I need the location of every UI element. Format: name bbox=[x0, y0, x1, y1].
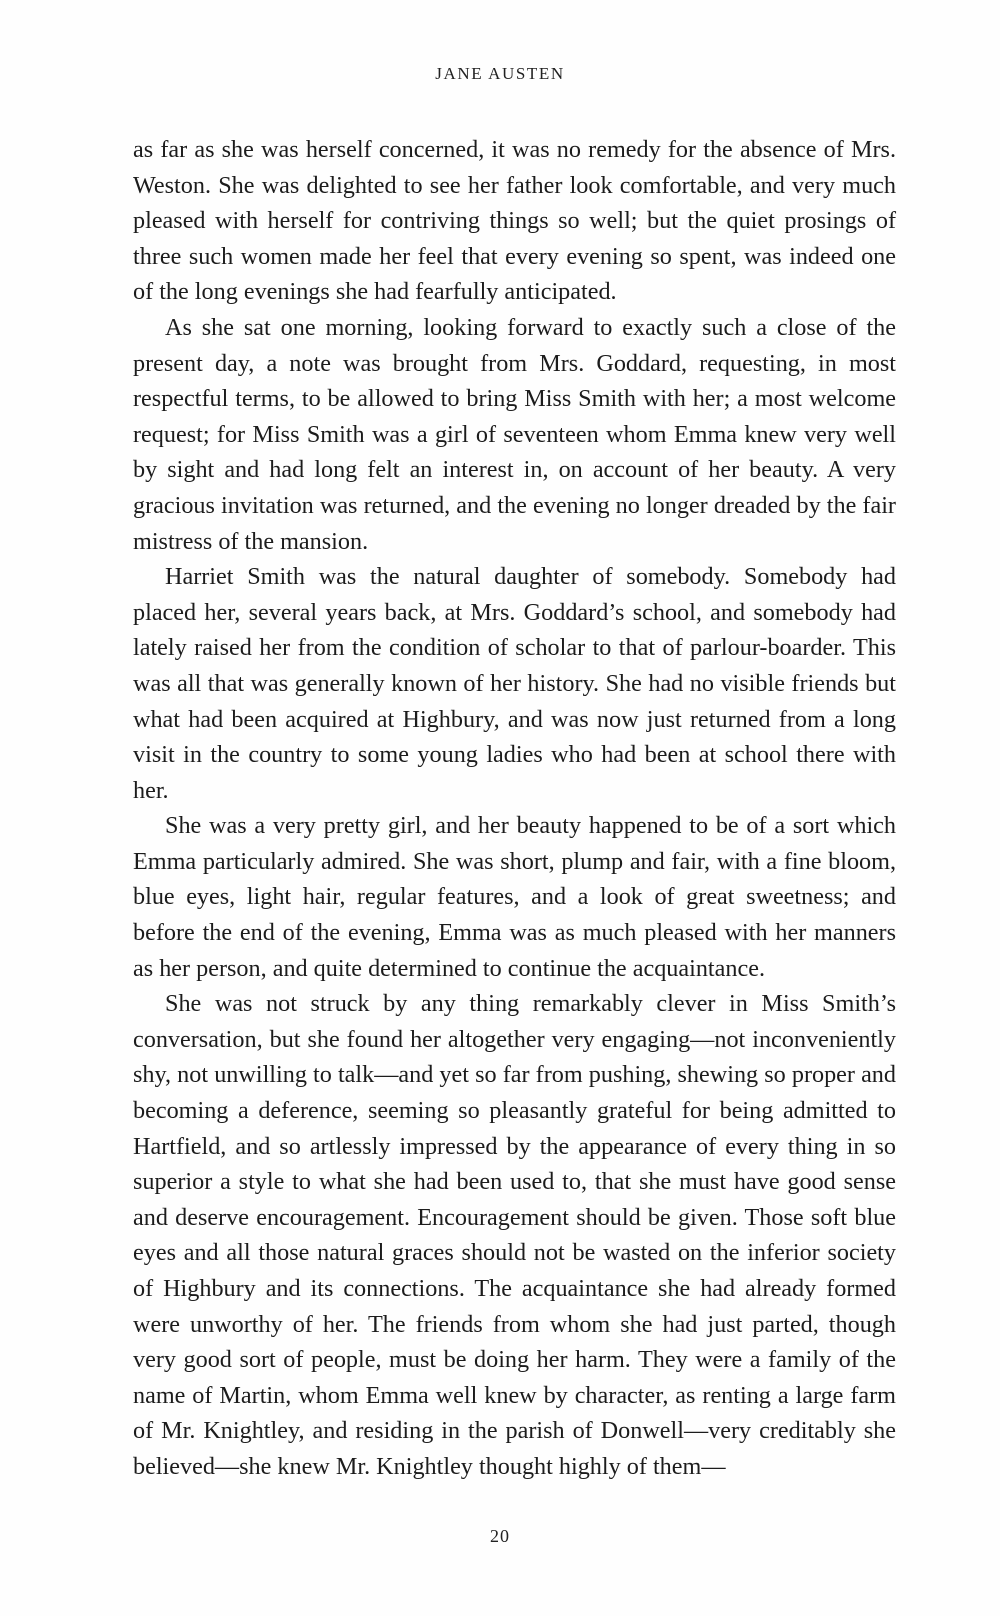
paragraph-5: She was not struck by any thing remarkably clever in Miss Smith’s conversation, but she found her altogether very engaging—not inconveniently shy, not unwilling to talk—and yet so far from pushing, shewing so proper and becoming a deference, seeming so pleasantly grateful for being admitted to Hartfield, and so artlessly impressed by the appearance of every thing in so superior a style to what she had been used to, that she must have good sense and deserve encouragement. Encouragement should be given. Those soft blue eyes and all those natural graces should not be wasted on the inferior society of Highbury and its connections. The acquaintance she had already formed were unworthy of her. The friends from whom she had just parted, though very good sort of people, must be doing her harm. They were a family of the name of Martin, whom Emma well knew by character, as renting a large farm of Mr. Knightley, and residing in the parish of Donwell—very creditably she believed—she knew Mr. Knightley thought highly of them— bbox=[133, 990, 896, 1480]
page-number: 20 bbox=[490, 1526, 510, 1546]
paragraph-3: Harriet Smith was the natural daughter of somebody. Somebody had placed her, several years back, at Mrs. Goddard’s school, and somebody had lately raised her from the condition of scholar to that of parlour-boarder. This was all that was generally known of her history. She had no visible friends but what had been acquired at Highbury, and was now just returned from a long visit in the country to some young ladies who had been at school there with her. bbox=[133, 563, 896, 804]
paragraph-4: She was a very pretty girl, and her beauty happened to be of a sort which Emma particularly admired. She was short, plump and fair, with a fine bloom, blue eyes, light hair, regular features, and a look of great sweetness; and before the end of the evening, Emma was as much pleased with her manners as her person, and quite determined to continue the acquaintance. bbox=[133, 812, 896, 982]
paragraph-2: As she sat one morning, looking forward to exactly such a close of the present day, a note was brought from Mrs. Goddard, requesting, in most respectful terms, to be allowed to bring Miss Smith with her; a most welcome request; for Miss Smith was a girl of seventeen whom Emma knew very well by sight and had long felt an interest in, on account of her beauty. A very gracious invitation was returned, and the evening no longer dreaded by the fair mistress of the mansion. bbox=[133, 313, 896, 555]
paragraph-1: as far as she was herself concerned, it was no remedy for the absence of Mrs. Weston. She was delighted to see her father look comfortable, and very much pleased with herself for contriving things so well; but the quiet prosings of three such women made her feel that every evening so spent, was indeed one of the long evenings she had fearfully anticipated. bbox=[133, 136, 896, 306]
running-head: JANE AUSTEN bbox=[435, 64, 565, 83]
body-text bbox=[133, 132, 896, 1485]
